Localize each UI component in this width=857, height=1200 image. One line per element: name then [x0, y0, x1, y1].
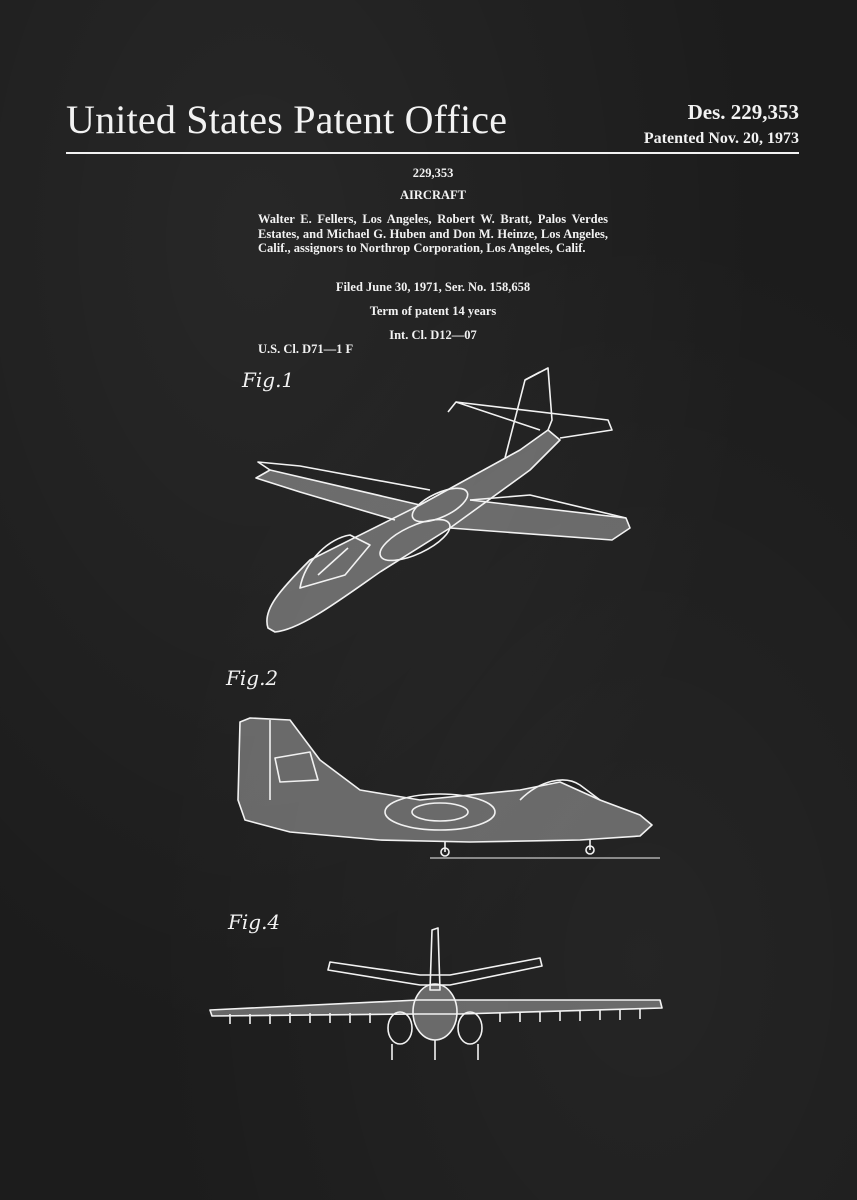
- patent-title: AIRCRAFT: [400, 188, 466, 202]
- fig1-label: Fig.1: [242, 368, 295, 392]
- term-line: Term of patent 14 years: [369, 304, 497, 318]
- filed-line: Filed June 30, 1971, Ser. No. 158,658: [335, 280, 531, 294]
- design-number: Des. 229,353: [687, 100, 799, 124]
- fig2-label: Fig.2: [226, 666, 279, 690]
- patented-date: Patented Nov. 20, 1973: [643, 130, 799, 147]
- assignors-paragraph: Walter E. Fellers, Los Angeles, Robert W. Bratt, Palos Verdes Estates, and Michael G. Huben and Don M. Heinze, Los Angeles, Calif., assignors to Northrop Corporation, Los Angeles, Calif.: [258, 212, 608, 255]
- int-cl-line: Int. Cl. D12—07: [389, 328, 477, 342]
- fig3-label: Fig.4: [228, 910, 281, 934]
- us-cl-line: U.S. Cl. D71—1 F: [258, 342, 354, 356]
- patent-number: 229,353: [412, 166, 454, 180]
- office-title: United States Patent Office: [66, 97, 508, 142]
